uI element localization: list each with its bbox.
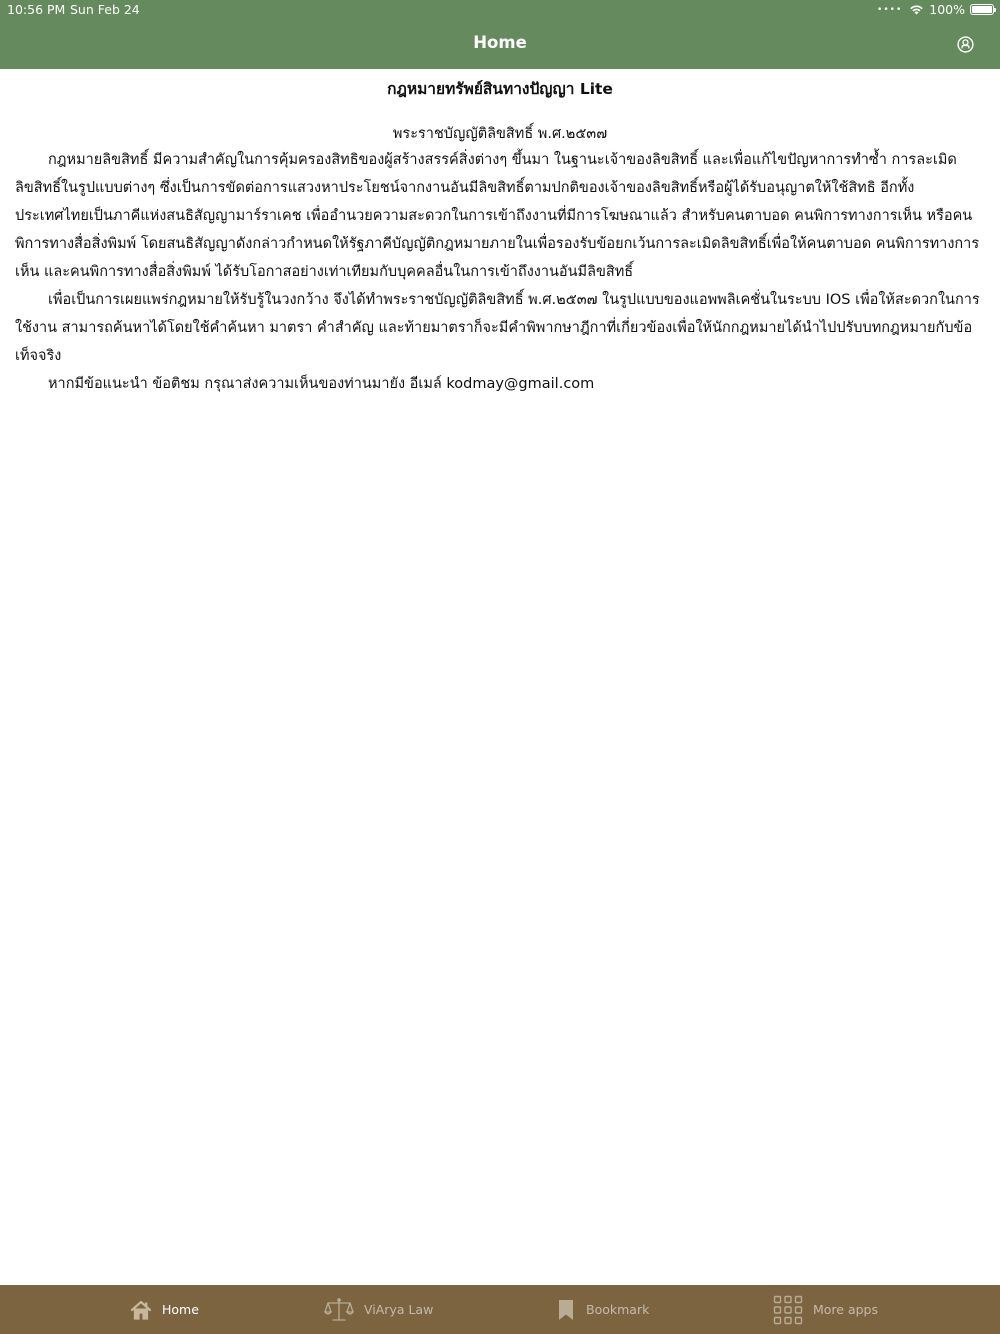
navigation-bar [0,20,1000,69]
wifi-icon [909,4,924,15]
battery-icon [970,4,994,15]
status-time: 10:56 PM [7,2,66,17]
battery-fill [972,6,992,13]
tab-viarya-law-label: ViArya Law [364,1302,434,1317]
document-title: กฎหมายทรัพย์สินทางปัญญา Lite [387,80,613,98]
status-bar [0,0,1000,20]
tab-more-apps[interactable] [773,1285,878,1334]
status-right [877,2,994,17]
tab-more-apps-label: More apps [813,1302,879,1317]
document-content [15,69,985,398]
home-icon [130,1299,152,1321]
bookmark-icon [556,1298,576,1322]
tab-home-label: Home [162,1302,199,1317]
paragraph-app-purpose: เพื่อเป็นการเผยแพร่กฎหมายให้รับรู้ในวงกว้าง จึงได้ทำพระราชบัญญัติลิขสิทธิ์ พ.ศ.๒๕๓๗ ในรูปแบบของแอพพลิเคชั่นในระบบ IOS เพื่อให้สะดวกในการใช้งาน สามารถค้นหาได้โดยใช้คำค้นหา มาตรา คำสำคัญ และท้ายมาตราก็จะมีคำพิพากษาฎีกาที่เกี่ยวข้องเพื่อให้นักกฎหมายได้นำไปปรับบทกฎหมายกับข้อเท็จจริง [15,292,980,364]
battery-percent: 100% [929,2,965,17]
nav-title: Home [473,33,527,52]
tab-bookmark[interactable] [556,1285,649,1334]
status-date: Sun Feb 24 [70,2,140,17]
tab-home[interactable] [130,1285,199,1334]
grid-icon [773,1295,803,1325]
scales-icon [324,1297,354,1323]
paragraph-copyright-importance: กฎหมายลิขสิทธิ์ มีความสำคัญในการคุ้มครองสิทธิของผู้สร้างสรรค์สิ่งต่างๆ ขึ้นมา ในฐานะเจ้าของลิขสิทธิ์ และเพื่อแก้ไขปัญหาการทำซ้ำ การละเมิดลิขสิทธิ์ในรูปแบบต่างๆ ซึ่งเป็นการขัดต่อการแสวงหาประโยชน์จากงานอันมีลิขสิทธิ์ตามปกติของเจ้าของลิขสิทธิ์หรือผู้ได้รับอนุญาตให้ใช้สิทธิ อีกทั้งประเทศไทยเป็นภาคีแห่งสนธิสัญญามาร์ราเคช เพื่ออำนวยความสะดวกในการเข้าถึงงานที่มีการโฆษณาแล้ว สำหรับคนตาบอด คนพิการทางการเห็น หรือคนพิการทางสื่อสิ่งพิมพ์ โดยสนธิสัญญาดังกล่าวกำหนดให้รัฐภาคีบัญญัติกฎหมายภายในเพื่อรองรับข้อยกเว้นการละเมิดลิขสิทธิ์เพื่อให้คนตาบอด คนพิการทางการเห็น และคนพิการทางสื่อสิ่งพิมพ์ ได้รับโอกาสอย่างเท่าเทียมกับบุคคลอื่นในการเข้าถึงงานอันมีลิขสิทธิ์ [15,152,980,280]
tab-viarya-law[interactable] [324,1285,433,1334]
tab-bar [0,1285,1000,1334]
profile-icon[interactable] [957,36,974,53]
tab-bookmark-label: Bookmark [586,1302,650,1317]
signal-dots-icon: •••• [877,4,903,15]
paragraph-contact: หากมีข้อแนะนำ ข้อติชม กรุณาส่งความเห็นของท่านมายัง อีเมล์ kodmay@gmail.com [48,376,595,392]
act-title: พระราชบัญญัติลิขสิทธิ์ พ.ศ.๒๕๓๗ [392,126,608,142]
